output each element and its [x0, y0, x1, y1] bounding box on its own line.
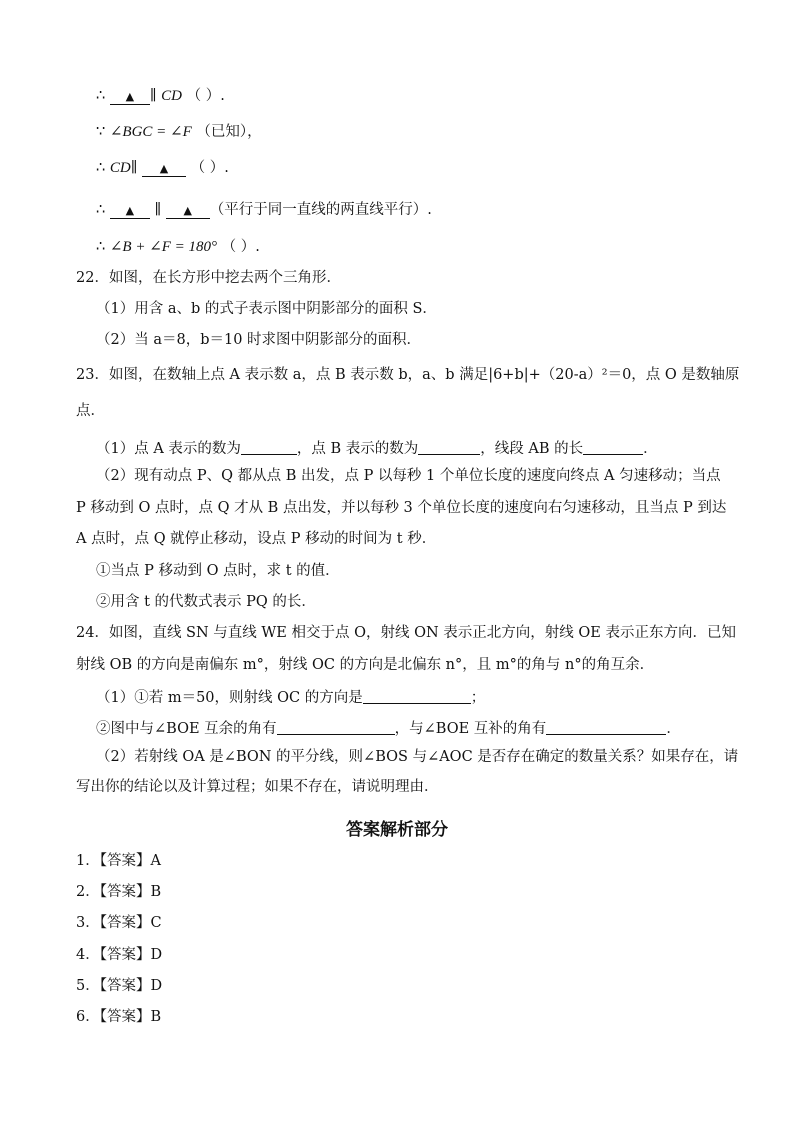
triangle-marker: ▲ [183, 204, 192, 217]
q24-sub2-text: ②图中与∠BOE 互余的角有 [96, 721, 277, 737]
q23-title-cont: 点． [76, 403, 105, 419]
proof-line-1 [96, 86, 225, 106]
parallel-symbol: ∥ [130, 160, 138, 176]
answer-blank [363, 687, 471, 704]
parallel-symbol: ∥ [154, 202, 162, 218]
parallel-symbol: ∥ [149, 88, 157, 104]
math-expression: ∠B + ∠F = 180° [109, 239, 218, 255]
q23-part1 [96, 436, 658, 459]
answer-number: 6． [76, 1009, 100, 1025]
q24-title: 24．如图，直线 SN 与直线 WE 相交于点 O，射线 ON 表示正北方向，射线 OE 表示正东方向．已知 [76, 625, 736, 641]
therefore-symbol: ∴ [96, 202, 106, 218]
therefore-symbol: ∴ [96, 160, 106, 176]
answer-number: 4． [76, 947, 100, 963]
q23-part1-text: ． [643, 441, 658, 457]
answer-value: A [150, 853, 161, 869]
because-symbol: ∵ [96, 124, 106, 140]
q24-sub2-text: ，与∠BOE 互补的角有 [394, 721, 547, 737]
answer-item [76, 1007, 161, 1027]
answer-blank [277, 718, 395, 735]
q23-part1-text: ，点 B 表示的数为 [296, 441, 419, 457]
q24-part1-text: （1）①若 m＝50，则射线 OC 的方向是 [96, 690, 363, 706]
proof-line-4 [96, 200, 432, 220]
q23-sub2: ②用含 t 的代数式表示 PQ 的长． [96, 594, 316, 610]
q23-part1-text: ，线段 AB 的长 [480, 441, 584, 457]
triangle-marker: ▲ [125, 204, 135, 217]
q24-part2-line2: 写出你的结论以及计算过程；如果不存在，请说明理由． [76, 779, 439, 795]
q24-part2-line1: （2）若射线 OA 是∠BON 的平分线，则∠BOS 与∠AOC 是否存在确定的数量关系？如果存在，请 [96, 749, 739, 765]
q23-part2-line2: P 移动到 O 点时，点 Q 才从 B 点出发，并以每秒 3 个单位长度的速度向右匀速移动，且当点 P 到达 [76, 500, 727, 516]
answer-value: B [150, 1009, 162, 1025]
answer-number: 2． [76, 884, 100, 900]
reason-text: （平行于同一直线的两直线平行）. [209, 202, 432, 218]
proof-line-2 [96, 122, 262, 142]
answer-blank [110, 88, 150, 105]
reason-blank: （ ）. [186, 88, 225, 104]
answer-item [76, 851, 161, 871]
answer-value: C [150, 915, 162, 931]
math-symbol: CD [109, 160, 131, 176]
triangle-marker: ▲ [125, 90, 135, 103]
q23-title: 23．如图，在数轴上点 A 表示数 a，点 B 表示数 b，a、b 满足|6+b|+（20-a）²＝0，点 O 是数轴原 [76, 367, 740, 383]
q24-title-cont: 射线 OB 的方向是南偏东 m°，射线 OC 的方向是北偏东 n°，且 m°的角与 n°的角互余． [76, 657, 655, 673]
answer-blank [241, 438, 297, 455]
answer-value: D [150, 978, 163, 994]
answer-blank [418, 438, 480, 455]
answer-item [76, 945, 162, 965]
q24-part1 [96, 685, 485, 708]
reason-blank: （ ）. [221, 239, 260, 255]
answer-blank [110, 202, 150, 219]
answer-label: 【答案】 [99, 978, 151, 994]
therefore-symbol: ∴ [96, 88, 106, 104]
answers-heading: 答案解析部分 [346, 820, 448, 840]
answer-label: 【答案】 [99, 884, 151, 900]
q22-part1: （1）用含 a、b 的式子表示图中阴影部分的面积 S． [96, 301, 437, 317]
math-symbol: CD [161, 88, 182, 104]
therefore-symbol: ∴ [96, 239, 106, 255]
q24-sub2-text: ． [666, 721, 681, 737]
q22-part2: （2）当 a＝8，b＝10 时求图中阴影部分的面积． [96, 332, 422, 348]
q23-sub1: ①当点 P 移动到 O 点时，求 t 的值． [96, 563, 340, 579]
reason-text: （已知）， [196, 124, 262, 140]
q24-part1-sub2 [96, 716, 681, 739]
math-expression: ∠BGC = ∠F [109, 124, 192, 140]
q22-title: 22．如图，在长方形中挖去两个三角形． [76, 270, 341, 286]
answer-blank [166, 202, 210, 219]
proof-line-3 [96, 158, 229, 178]
q24-part1-text: ； [470, 690, 486, 706]
proof-line-5 [96, 237, 260, 257]
answer-label: 【答案】 [99, 853, 151, 869]
q23-part2-line1: （2）现有动点 P、Q 都从点 B 出发，点 P 以每秒 1 个单位长度的速度向终点 A 匀速移动；当点 [96, 468, 721, 484]
answer-label: 【答案】 [99, 915, 151, 931]
reason-blank: （ ）. [190, 160, 229, 176]
q23-part2-line3: A 点时，点 Q 就停止移动，设点 P 移动的时间为 t 秒． [76, 531, 437, 547]
answer-blank [546, 718, 666, 735]
answer-item [76, 976, 162, 996]
answer-blank [583, 438, 643, 455]
answer-label: 【答案】 [99, 947, 151, 963]
answer-number: 3． [76, 915, 100, 931]
triangle-marker: ▲ [159, 162, 169, 175]
answer-label: 【答案】 [99, 1009, 151, 1025]
q23-part1-text: （1）点 A 表示的数为 [96, 441, 241, 457]
answer-value: D [150, 947, 163, 963]
answer-item [76, 913, 162, 933]
answer-blank [142, 160, 186, 177]
answer-value: B [150, 884, 162, 900]
answer-number: 5． [76, 978, 100, 994]
answer-item [76, 882, 161, 902]
answer-number: 1． [76, 853, 100, 869]
